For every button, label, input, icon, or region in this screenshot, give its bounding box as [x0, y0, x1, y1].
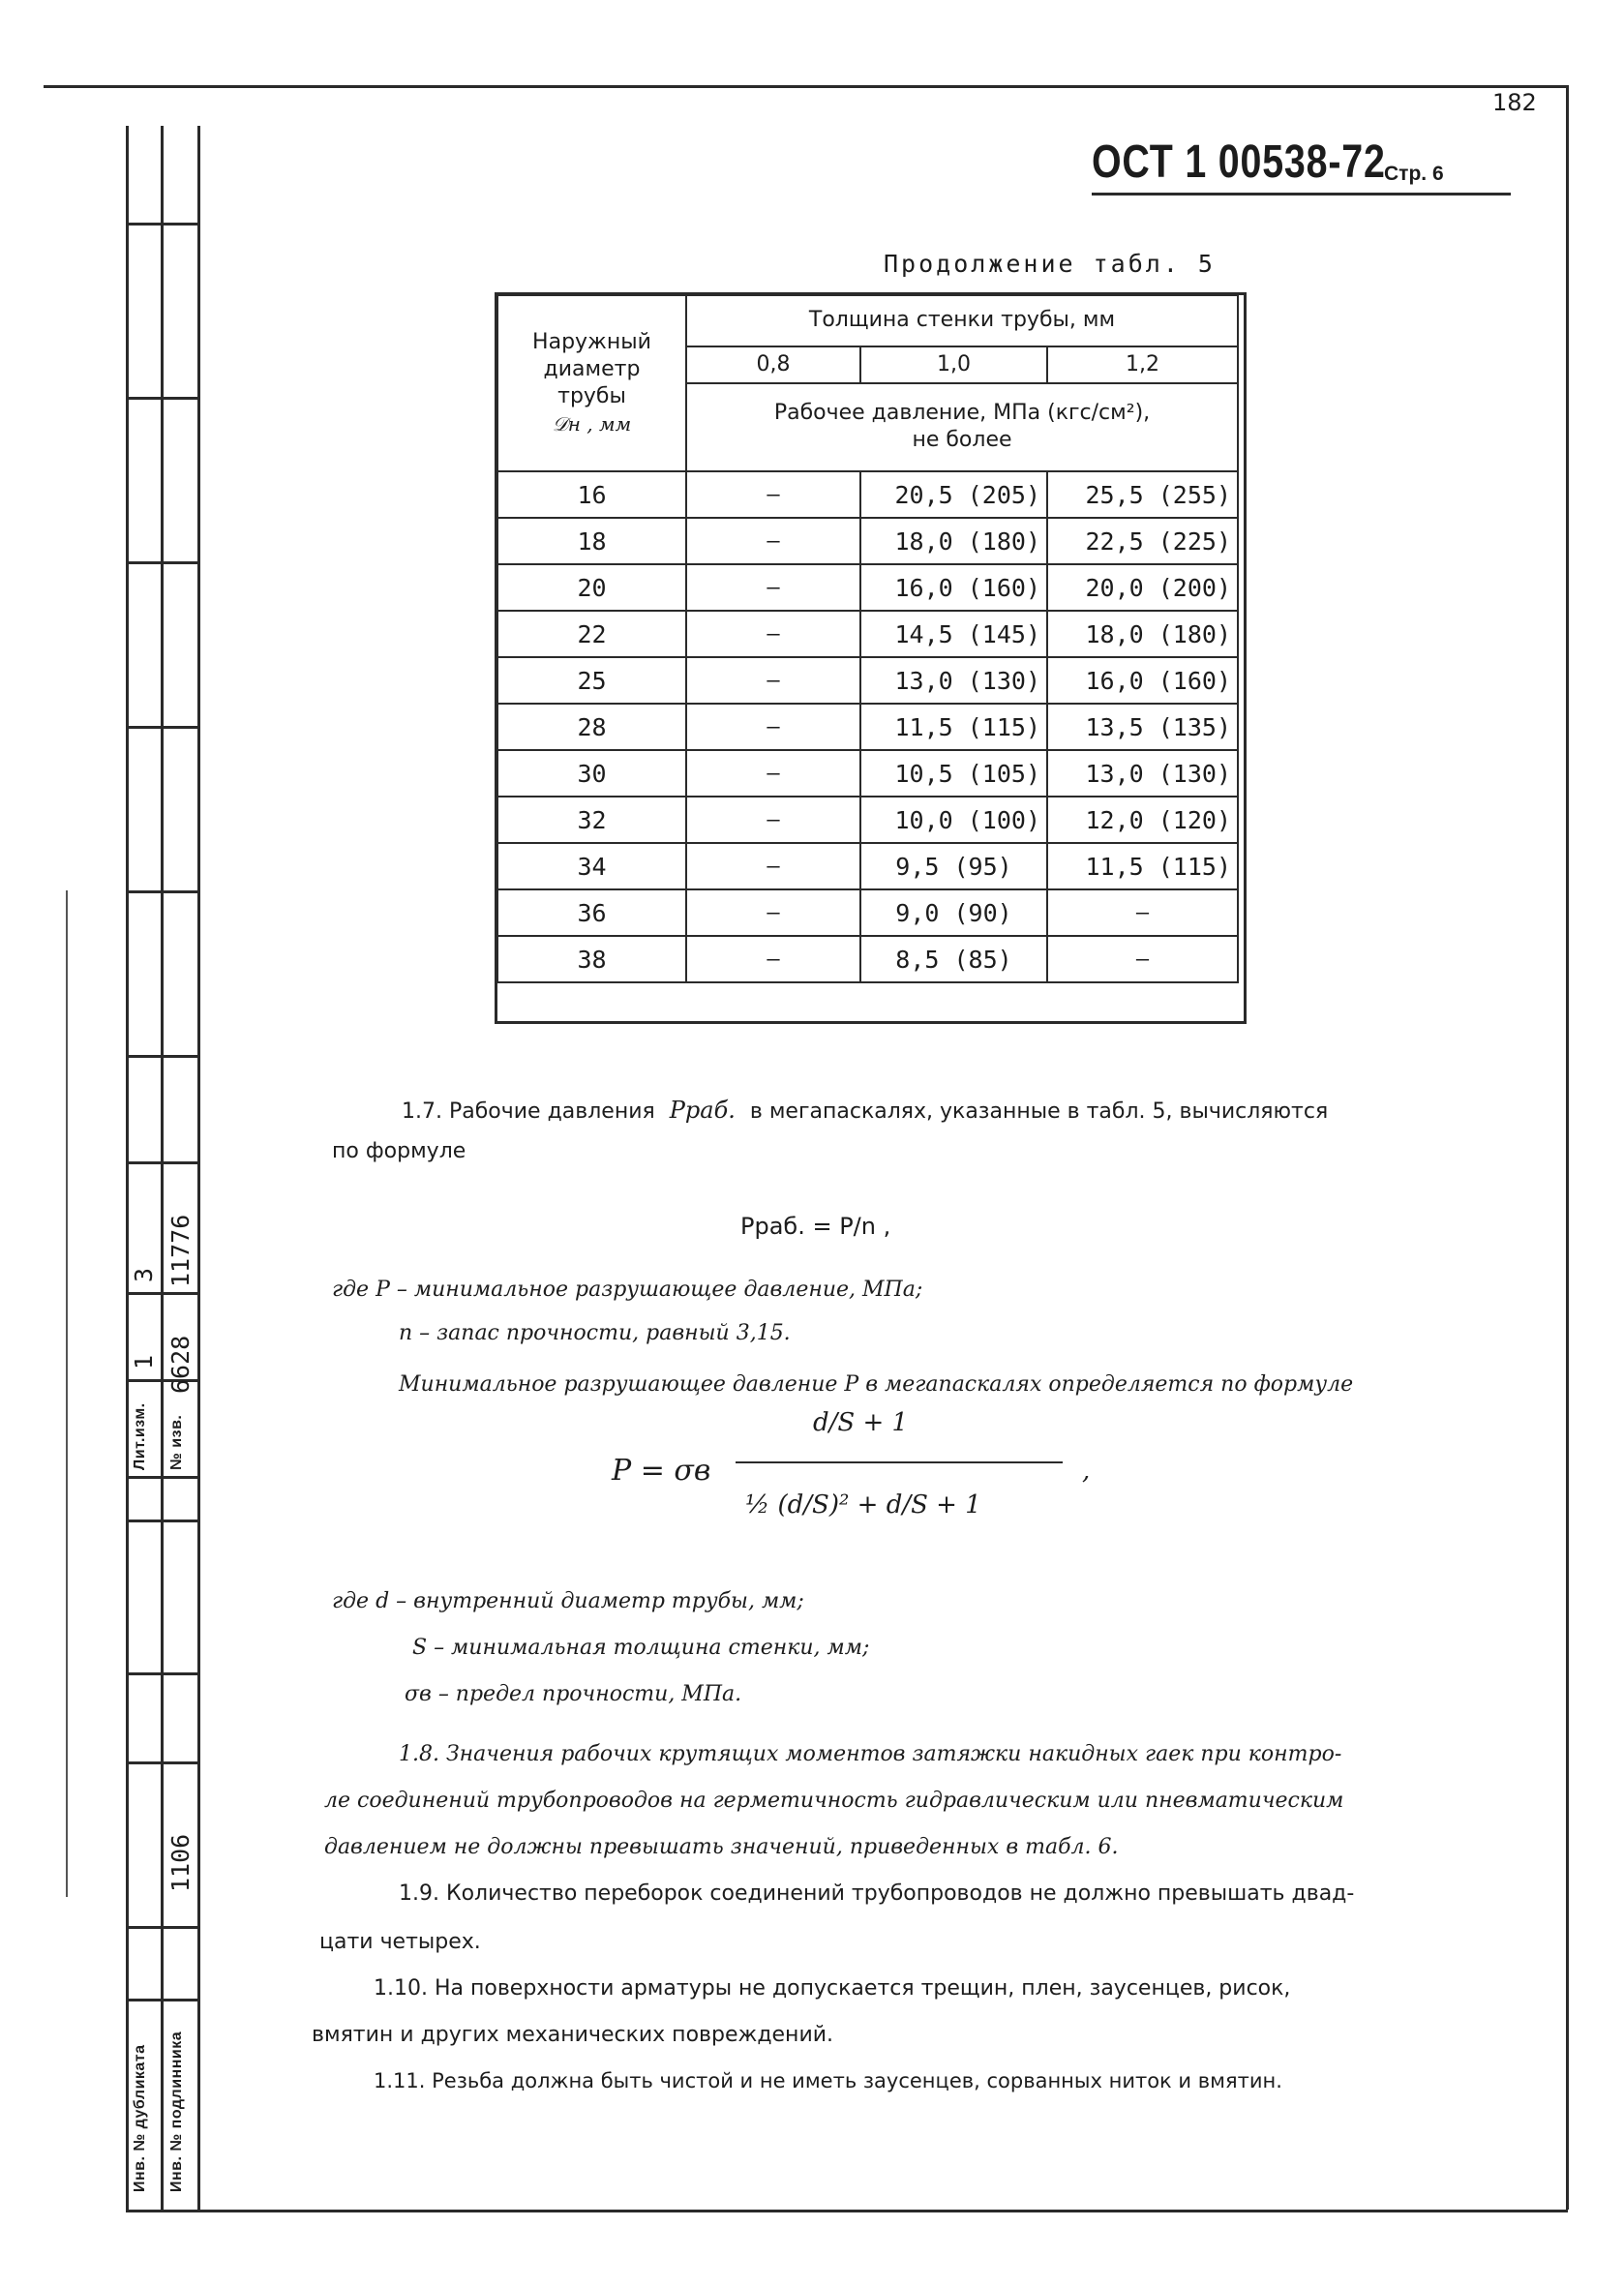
table-row: 38 – 8,5 (85) –	[497, 936, 1238, 982]
thickness-value: 1,0	[860, 346, 1047, 383]
stamp-lit-label: Лит.изм.	[132, 1402, 148, 1470]
document-header	[1092, 135, 1450, 189]
stamp-lit-1: 1	[130, 1354, 158, 1369]
header-rule	[1092, 193, 1511, 196]
para-1-11-line1: 1.11. Резьба должна быть чистой и не иметь заусенцев, сорванных ниток и вмятин.	[374, 2069, 1282, 2092]
stamp-inv-orig-label: Инв. № подлинника	[168, 2031, 185, 2192]
formula-fraction-bar	[736, 1461, 1063, 1463]
p-rab-symbol: Pраб.	[669, 1097, 736, 1124]
margin-line	[66, 890, 68, 1897]
para-1-7-line2: по формуле	[332, 1139, 466, 1163]
table-row: 28 – 11,5 (115) 13,5 (135)	[497, 704, 1238, 750]
thickness-header: Толщина стенки трубы, мм	[686, 295, 1238, 346]
stamp-strip	[126, 126, 199, 2212]
stamp-doc-label: № изв.	[168, 1414, 185, 1470]
para-1-10-line1: 1.10. На поверхности арматуры не допускается трещин, плен, заусенцев, рисок,	[374, 1976, 1291, 2001]
page-frame-right	[1566, 85, 1569, 2210]
table-caption: Продолжение табл. 5	[884, 250, 1216, 278]
thickness-value: 1,2	[1047, 346, 1238, 383]
para-1-7-line1: 1.7. Рабочие давления Pраб. в мегапаскалях, указанные в табл. 5, вычисляются	[402, 1097, 1329, 1124]
para-1-8-line1: 1.8. Значения рабочих крутящих моментов затяжки накидных гаек при контро-	[399, 1742, 1342, 1766]
table-row: 25 – 13,0 (130) 16,0 (160)	[497, 657, 1238, 704]
where-d: где d – внутренний диаметр трубы, мм;	[332, 1589, 804, 1613]
para-1-10-line2: вмятин и других механических повреждений.	[312, 2023, 834, 2047]
formula-comma: ,	[1082, 1457, 1091, 1486]
where-sigma: σв – предел прочности, МПа.	[405, 1682, 742, 1706]
page-label: Стр. 6	[1384, 163, 1444, 185]
table-row: 34 – 9,5 (95) 11,5 (115)	[497, 843, 1238, 889]
where-n: n – запас прочности, равный 3,15.	[399, 1321, 791, 1345]
thickness-value: 0,8	[686, 346, 860, 383]
stamp-doc-1: 6628	[166, 1335, 195, 1394]
table-row: 20 – 16,0 (160) 20,0 (200)	[497, 564, 1238, 611]
table-header-row	[497, 295, 1238, 346]
para-1-9-line1: 1.9. Количество переборок соединений трубопроводов не должно превышать двад-	[399, 1881, 1355, 1906]
para-1-8-line2: ле соединений трубопроводов на герметичность гидравлическим или пневматическим	[324, 1789, 1344, 1813]
table-row: 32 – 10,0 (100) 12,0 (120)	[497, 797, 1238, 843]
where-p: где P – минимальное разрушающее давление, МПа;	[332, 1278, 923, 1302]
stamp-doc-2: 11776	[166, 1214, 195, 1287]
stamp-lit-2: 3	[130, 1267, 158, 1282]
formula-min-pressure-left: P = σв	[612, 1454, 711, 1488]
table-row: 30 – 10,5 (105) 13,0 (130)	[497, 750, 1238, 797]
page-frame-bottom	[126, 2210, 1568, 2212]
page-number: 182	[1492, 89, 1537, 116]
para-1-8-line3: давлением не должны превышать значений, приведенных в табл. 6.	[324, 1835, 1119, 1859]
formula-working-pressure: Pраб. = P/n ,	[740, 1213, 891, 1240]
stamp-inv-value: 1106	[166, 1833, 195, 1892]
min-pressure-text: Минимальное разрушающее давление P в мегапаскалях определяется по формуле	[399, 1372, 1354, 1397]
page-frame-top	[44, 85, 1568, 88]
pressure-header: Рабочее давление, МПа (кгс/см²), не более	[686, 383, 1238, 471]
table-row: 36 – 9,0 (90) –	[497, 889, 1238, 936]
para-1-9-line2: цати четырех.	[319, 1930, 481, 1954]
table-row: 16 – 20,5 (205) 25,5 (255)	[497, 471, 1238, 518]
where-s: S – минимальная толщина стенки, мм;	[412, 1636, 870, 1660]
formula-numerator: d/S + 1	[813, 1408, 909, 1437]
standard-code: ОСТ 1 00538-72	[1092, 136, 1386, 188]
stamp-inv-dup-label: Инв. № дубликата	[132, 2044, 148, 2192]
diameter-header-cell: Наружный диаметр трубы 𝒟н , мм	[497, 295, 686, 471]
pressure-table	[496, 294, 1239, 983]
table-row: 22 – 14,5 (145) 18,0 (180)	[497, 611, 1238, 657]
table-row: 18 – 18,0 (180) 22,5 (225)	[497, 518, 1238, 564]
formula-denominator: ½ (d/S)² + d/S + 1	[745, 1490, 981, 1520]
